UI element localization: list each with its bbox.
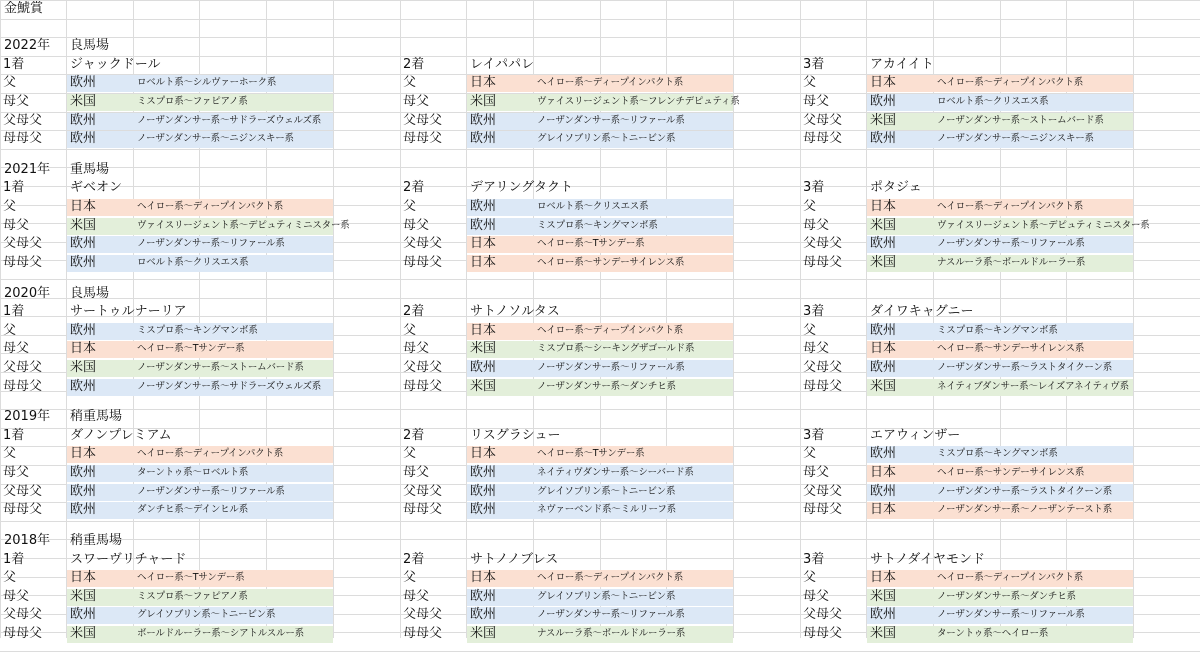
pedigree-role: 母母父 <box>403 626 443 641</box>
region-label: 欧州 <box>70 379 97 394</box>
pedigree-role: 父母父 <box>403 360 443 375</box>
region-label: 欧州 <box>70 465 97 480</box>
sire-line: ノーザンダンサー系～ラストタイクーン系 <box>937 362 1113 373</box>
pedigree-role: 母母父 <box>3 255 43 270</box>
region-label: 欧州 <box>470 131 497 146</box>
region-label: 欧州 <box>870 607 897 622</box>
region-label: 米国 <box>470 341 497 356</box>
sheet-title: 金鯱賞 <box>4 1 44 16</box>
region-label: 欧州 <box>470 113 497 128</box>
region-label: 欧州 <box>70 113 97 128</box>
gridline-col <box>333 0 334 638</box>
horse-name: エアウィンザー <box>870 428 961 443</box>
sire-line: ロベルト系～クリスエス系 <box>537 201 649 212</box>
sire-line: ヴァイスリージェント系～デピュティミニスター系 <box>137 220 350 231</box>
gridline-col <box>800 0 801 638</box>
pedigree-role: 母母父 <box>803 502 843 517</box>
sire-line: ロベルト系～クリスエス系 <box>937 96 1049 107</box>
region-label: 欧州 <box>70 607 97 622</box>
sire-line: ヘイロー系～Tサンデー系 <box>537 448 645 459</box>
finish-rank: 2着 <box>403 180 425 195</box>
region-label: 欧州 <box>470 360 497 375</box>
sire-line: ヴァイスリージェント系～フレンチデピュティ系 <box>537 96 740 107</box>
year-label: 2020年 <box>4 286 51 301</box>
sire-line: ミスプロ系～キングマンボ系 <box>937 325 1058 336</box>
region-label: 欧州 <box>470 465 497 480</box>
region-label: 欧州 <box>870 94 897 109</box>
pedigree-role: 母母父 <box>3 502 43 517</box>
sire-line: ノーザンダンサー系～リファール系 <box>937 238 1085 249</box>
pedigree-role: 母母父 <box>803 255 843 270</box>
sire-line: ミスプロ系～シーキングザゴールド系 <box>537 343 695 354</box>
region-label: 日本 <box>870 570 897 585</box>
pedigree-role: 父母父 <box>803 236 843 251</box>
region-label: 欧州 <box>870 446 897 461</box>
finish-rank: 3着 <box>803 57 825 72</box>
sire-line: ノーザンダンサー系～ダンチヒ系 <box>537 381 676 392</box>
finish-rank: 1着 <box>3 552 25 567</box>
horse-name: アカイイト <box>870 57 934 72</box>
region-label: 欧州 <box>870 236 897 251</box>
finish-rank: 2着 <box>403 304 425 319</box>
pedigree-role: 母父 <box>803 465 830 480</box>
horse-name: ジャックドール <box>70 57 161 72</box>
sire-line: ナスルーラ系～ボールドルーラー系 <box>937 257 1086 268</box>
pedigree-role: 父 <box>3 323 17 338</box>
sire-line: ネイティブダンサー系～レイズアネイティヴ系 <box>937 381 1129 392</box>
pedigree-role: 父母父 <box>3 113 43 128</box>
region-label: 欧州 <box>470 589 497 604</box>
region-label: 欧州 <box>470 607 497 622</box>
pedigree-role: 父 <box>803 570 817 585</box>
sire-line: ノーザンダンサー系～ニジンスキー系 <box>937 133 1094 144</box>
pedigree-role: 父 <box>403 75 417 90</box>
sire-line: ノーザンダンサー系～ラストタイクーン系 <box>937 486 1113 497</box>
sire-line: ヘイロー系～Tサンデー系 <box>537 238 645 249</box>
region-label: 米国 <box>870 218 897 233</box>
year-label: 2022年 <box>4 38 51 53</box>
pedigree-role: 母父 <box>803 341 830 356</box>
pedigree-role: 父母父 <box>403 236 443 251</box>
pedigree-role: 母母父 <box>403 502 443 517</box>
region-label: 日本 <box>870 199 897 214</box>
sire-line: ミスプロ系～キングマンボ系 <box>937 448 1058 459</box>
sire-line: ミスプロ系～ファピアノ系 <box>137 591 248 602</box>
pedigree-role: 父 <box>803 323 817 338</box>
sire-line: ノーザンダンサー系～リファール系 <box>137 238 285 249</box>
region-label: 欧州 <box>870 131 897 146</box>
sire-line: ヘイロー系～ディープインパクト系 <box>537 325 684 336</box>
pedigree-role: 母母父 <box>403 131 443 146</box>
pedigree-role: 父母父 <box>803 360 843 375</box>
horse-name: スワーヴリチャード <box>70 552 187 567</box>
track-condition: 稍重馬場 <box>70 409 123 424</box>
pedigree-role: 父 <box>3 199 17 214</box>
sire-line: ヘイロー系～サンデーサイレンス系 <box>537 257 685 268</box>
region-label: 米国 <box>70 589 97 604</box>
horse-name: サトノソルタス <box>470 304 560 319</box>
sire-line: ヴァイスリージェント系～デピュティミニスター系 <box>937 220 1150 231</box>
finish-rank: 2着 <box>403 428 425 443</box>
pedigree-role: 母父 <box>3 94 30 109</box>
track-condition: 良馬場 <box>70 286 110 301</box>
pedigree-role: 父母父 <box>3 360 43 375</box>
year-label: 2018年 <box>4 533 51 548</box>
sire-line: グレイソブリン系～トニービン系 <box>137 609 276 620</box>
sire-line: ノーザンダンサー系～サドラーズウェルズ系 <box>137 381 322 392</box>
finish-rank: 1着 <box>3 304 25 319</box>
gridline-col <box>1133 0 1134 638</box>
pedigree-role: 父母父 <box>3 236 43 251</box>
region-label: 米国 <box>70 360 97 375</box>
pedigree-role: 母父 <box>803 94 830 109</box>
region-label: 日本 <box>470 323 497 338</box>
sire-line: ヘイロー系～ディープインパクト系 <box>137 201 284 212</box>
sire-line: ターントゥ系～ロベルト系 <box>137 467 249 478</box>
sire-line: ノーザンダンサー系～リファール系 <box>137 486 285 497</box>
sire-line: ヘイロー系～ディープインパクト系 <box>937 77 1084 88</box>
sire-line: ノーザンダンサー系～ストームバード系 <box>137 362 304 373</box>
pedigree-role: 母父 <box>403 94 430 109</box>
gridline-col <box>0 0 1 638</box>
horse-name: デアリングタクト <box>470 180 573 195</box>
region-label: 米国 <box>470 379 497 394</box>
finish-rank: 3着 <box>803 552 825 567</box>
region-label: 日本 <box>70 341 97 356</box>
pedigree-role: 父母父 <box>3 607 43 622</box>
finish-rank: 3着 <box>803 428 825 443</box>
region-label: 米国 <box>470 94 497 109</box>
sire-line: グレイソブリン系～トニービン系 <box>537 133 676 144</box>
gridline-col <box>400 0 401 638</box>
region-label: 米国 <box>870 255 897 270</box>
region-label: 欧州 <box>470 199 497 214</box>
pedigree-role: 母父 <box>403 218 430 233</box>
region-label: 米国 <box>470 626 497 641</box>
region-label: 日本 <box>870 465 897 480</box>
sire-line: ノーザンダンサー系～リファール系 <box>937 609 1085 620</box>
region-label: 欧州 <box>470 502 497 517</box>
sire-line: ヘイロー系～ディープインパクト系 <box>137 448 284 459</box>
year-label: 2019年 <box>4 409 51 424</box>
sire-line: ロベルト系～シルヴァーホーク系 <box>137 77 277 88</box>
region-label: 欧州 <box>70 75 97 90</box>
region-label: 日本 <box>470 446 497 461</box>
pedigree-role: 母父 <box>803 589 830 604</box>
pedigree-role: 母母父 <box>3 131 43 146</box>
region-label: 日本 <box>470 255 497 270</box>
horse-name: サトノノブレス <box>470 552 559 567</box>
pedigree-role: 母母父 <box>803 131 843 146</box>
pedigree-role: 父 <box>403 446 417 461</box>
sire-line: ノーザンダンサー系～ダンチヒ系 <box>937 591 1076 602</box>
sire-line: ノーザンダンサー系～ノーザンテースト系 <box>937 504 1112 515</box>
horse-name: ダノンプレミアム <box>70 428 172 443</box>
sire-line: グレイソブリン系～トニービン系 <box>537 591 676 602</box>
pedigree-role: 母父 <box>3 589 30 604</box>
pedigree-role: 父 <box>403 323 417 338</box>
pedigree-role: 父 <box>3 446 17 461</box>
horse-name: サトノダイヤモンド <box>870 552 986 567</box>
region-label: 日本 <box>470 236 497 251</box>
region-label: 米国 <box>70 218 97 233</box>
pedigree-role: 父母父 <box>403 113 443 128</box>
pedigree-role: 父 <box>3 75 17 90</box>
region-label: 米国 <box>870 626 897 641</box>
sire-line: ノーザンダンサー系～リファール系 <box>537 362 685 373</box>
sire-line: グレイソブリン系～トニービン系 <box>537 486 676 497</box>
horse-name: ダイワキャグニー <box>870 304 974 319</box>
sire-line: ノーザンダンサー系～ニジンスキー系 <box>137 133 294 144</box>
sire-line: ノーザンダンサー系～リファール系 <box>537 115 685 126</box>
region-label: 欧州 <box>70 323 97 338</box>
finish-rank: 3着 <box>803 304 825 319</box>
region-label: 欧州 <box>870 360 897 375</box>
region-label: 日本 <box>470 570 497 585</box>
region-label: 日本 <box>870 341 897 356</box>
sire-line: ボールドルーラー系～シアトルスルー系 <box>137 628 304 639</box>
region-label: 欧州 <box>70 502 97 517</box>
region-label: 欧州 <box>470 484 497 499</box>
finish-rank: 1着 <box>3 57 25 72</box>
pedigree-role: 母母父 <box>3 379 43 394</box>
sire-line: ヘイロー系～サンデーサイレンス系 <box>937 343 1085 354</box>
pedigree-role: 父 <box>803 446 817 461</box>
pedigree-role: 母母父 <box>803 379 843 394</box>
region-label: 日本 <box>70 446 97 461</box>
track-condition: 稍重馬場 <box>70 533 123 548</box>
region-label: 日本 <box>870 502 897 517</box>
horse-name: ポタジェ <box>870 180 922 195</box>
pedigree-role: 父母父 <box>803 484 843 499</box>
pedigree-role: 父 <box>3 570 17 585</box>
finish-rank: 2着 <box>403 57 425 72</box>
sire-line: ヘイロー系～Tサンデー系 <box>137 343 245 354</box>
region-label: 欧州 <box>870 484 897 499</box>
pedigree-role: 父母父 <box>3 484 43 499</box>
pedigree-role: 父母父 <box>403 484 443 499</box>
pedigree-role: 父母父 <box>803 113 843 128</box>
sire-line: ヘイロー系～ディープインパクト系 <box>937 572 1084 583</box>
pedigree-role: 母父 <box>403 341 430 356</box>
sire-line: ノーザンダンサー系～リファール系 <box>537 609 685 620</box>
sire-line: ネイティヴダンサー系～シーバード系 <box>537 467 694 478</box>
pedigree-role: 父 <box>803 75 817 90</box>
region-label: 欧州 <box>870 323 897 338</box>
sire-line: ヘイロー系～ディープインパクト系 <box>937 201 1084 212</box>
pedigree-role: 父 <box>403 199 417 214</box>
pedigree-role: 父 <box>803 199 817 214</box>
finish-rank: 1着 <box>3 180 25 195</box>
pedigree-role: 母父 <box>3 465 30 480</box>
region-label: 欧州 <box>70 484 97 499</box>
pedigree-role: 父母父 <box>403 607 443 622</box>
sire-line: ミスプロ系～キングマンボ系 <box>537 220 658 231</box>
track-condition: 良馬場 <box>70 38 110 53</box>
region-label: 欧州 <box>70 236 97 251</box>
pedigree-role: 母父 <box>403 589 430 604</box>
pedigree-role: 母母父 <box>403 379 443 394</box>
pedigree-role: 父母父 <box>803 607 843 622</box>
pedigree-role: 母母父 <box>403 255 443 270</box>
sire-line: ヘイロー系～Tサンデー系 <box>137 572 245 583</box>
region-label: 欧州 <box>70 131 97 146</box>
finish-rank: 2着 <box>403 552 425 567</box>
horse-name: レイパパレ <box>470 57 535 72</box>
horse-name: リスグラシュー <box>470 428 561 443</box>
sire-line: ロベルト系～クリスエス系 <box>137 257 249 268</box>
pedigree-role: 母父 <box>3 341 30 356</box>
region-label: 米国 <box>870 589 897 604</box>
pedigree-role: 母父 <box>803 218 830 233</box>
sire-line: ターントゥ系～ヘイロー系 <box>937 628 1049 639</box>
region-label: 欧州 <box>70 255 97 270</box>
region-label: 米国 <box>70 626 97 641</box>
pedigree-role: 父 <box>403 570 417 585</box>
sire-line: ノーザンダンサー系～ストームバード系 <box>937 115 1104 126</box>
pedigree-role: 母父 <box>403 465 430 480</box>
horse-name: サートゥルナーリア <box>70 304 187 319</box>
pedigree-role: 母父 <box>3 218 30 233</box>
sire-line: ヘイロー系～ディープインパクト系 <box>537 77 684 88</box>
region-label: 日本 <box>470 75 497 90</box>
horse-name: ギベオン <box>70 180 123 195</box>
sire-line: ミスプロ系～キングマンボ系 <box>137 325 258 336</box>
finish-rank: 3着 <box>803 180 825 195</box>
region-label: 日本 <box>70 199 97 214</box>
sire-line: ダンチヒ系～デインヒル系 <box>137 504 249 515</box>
sire-line: ネヴァーベンド系～ミルリーフ系 <box>537 504 676 515</box>
sire-line: ナスルーラ系～ボールドルーラー系 <box>537 628 686 639</box>
region-label: 欧州 <box>470 218 497 233</box>
region-label: 日本 <box>870 75 897 90</box>
sire-line: ノーザンダンサー系～サドラーズウェルズ系 <box>137 115 322 126</box>
track-condition: 重馬場 <box>70 162 110 177</box>
region-label: 米国 <box>870 379 897 394</box>
pedigree-role: 母母父 <box>3 626 43 641</box>
region-label: 日本 <box>70 570 97 585</box>
finish-rank: 1着 <box>3 428 25 443</box>
region-label: 米国 <box>70 94 97 109</box>
year-label: 2021年 <box>4 162 51 177</box>
sire-line: ヘイロー系～ディープインパクト系 <box>537 572 684 583</box>
sire-line: ミスプロ系～ファピアノ系 <box>137 96 248 107</box>
sire-line: ヘイロー系～サンデーサイレンス系 <box>937 467 1085 478</box>
region-label: 米国 <box>870 113 897 128</box>
pedigree-role: 母母父 <box>803 626 843 641</box>
